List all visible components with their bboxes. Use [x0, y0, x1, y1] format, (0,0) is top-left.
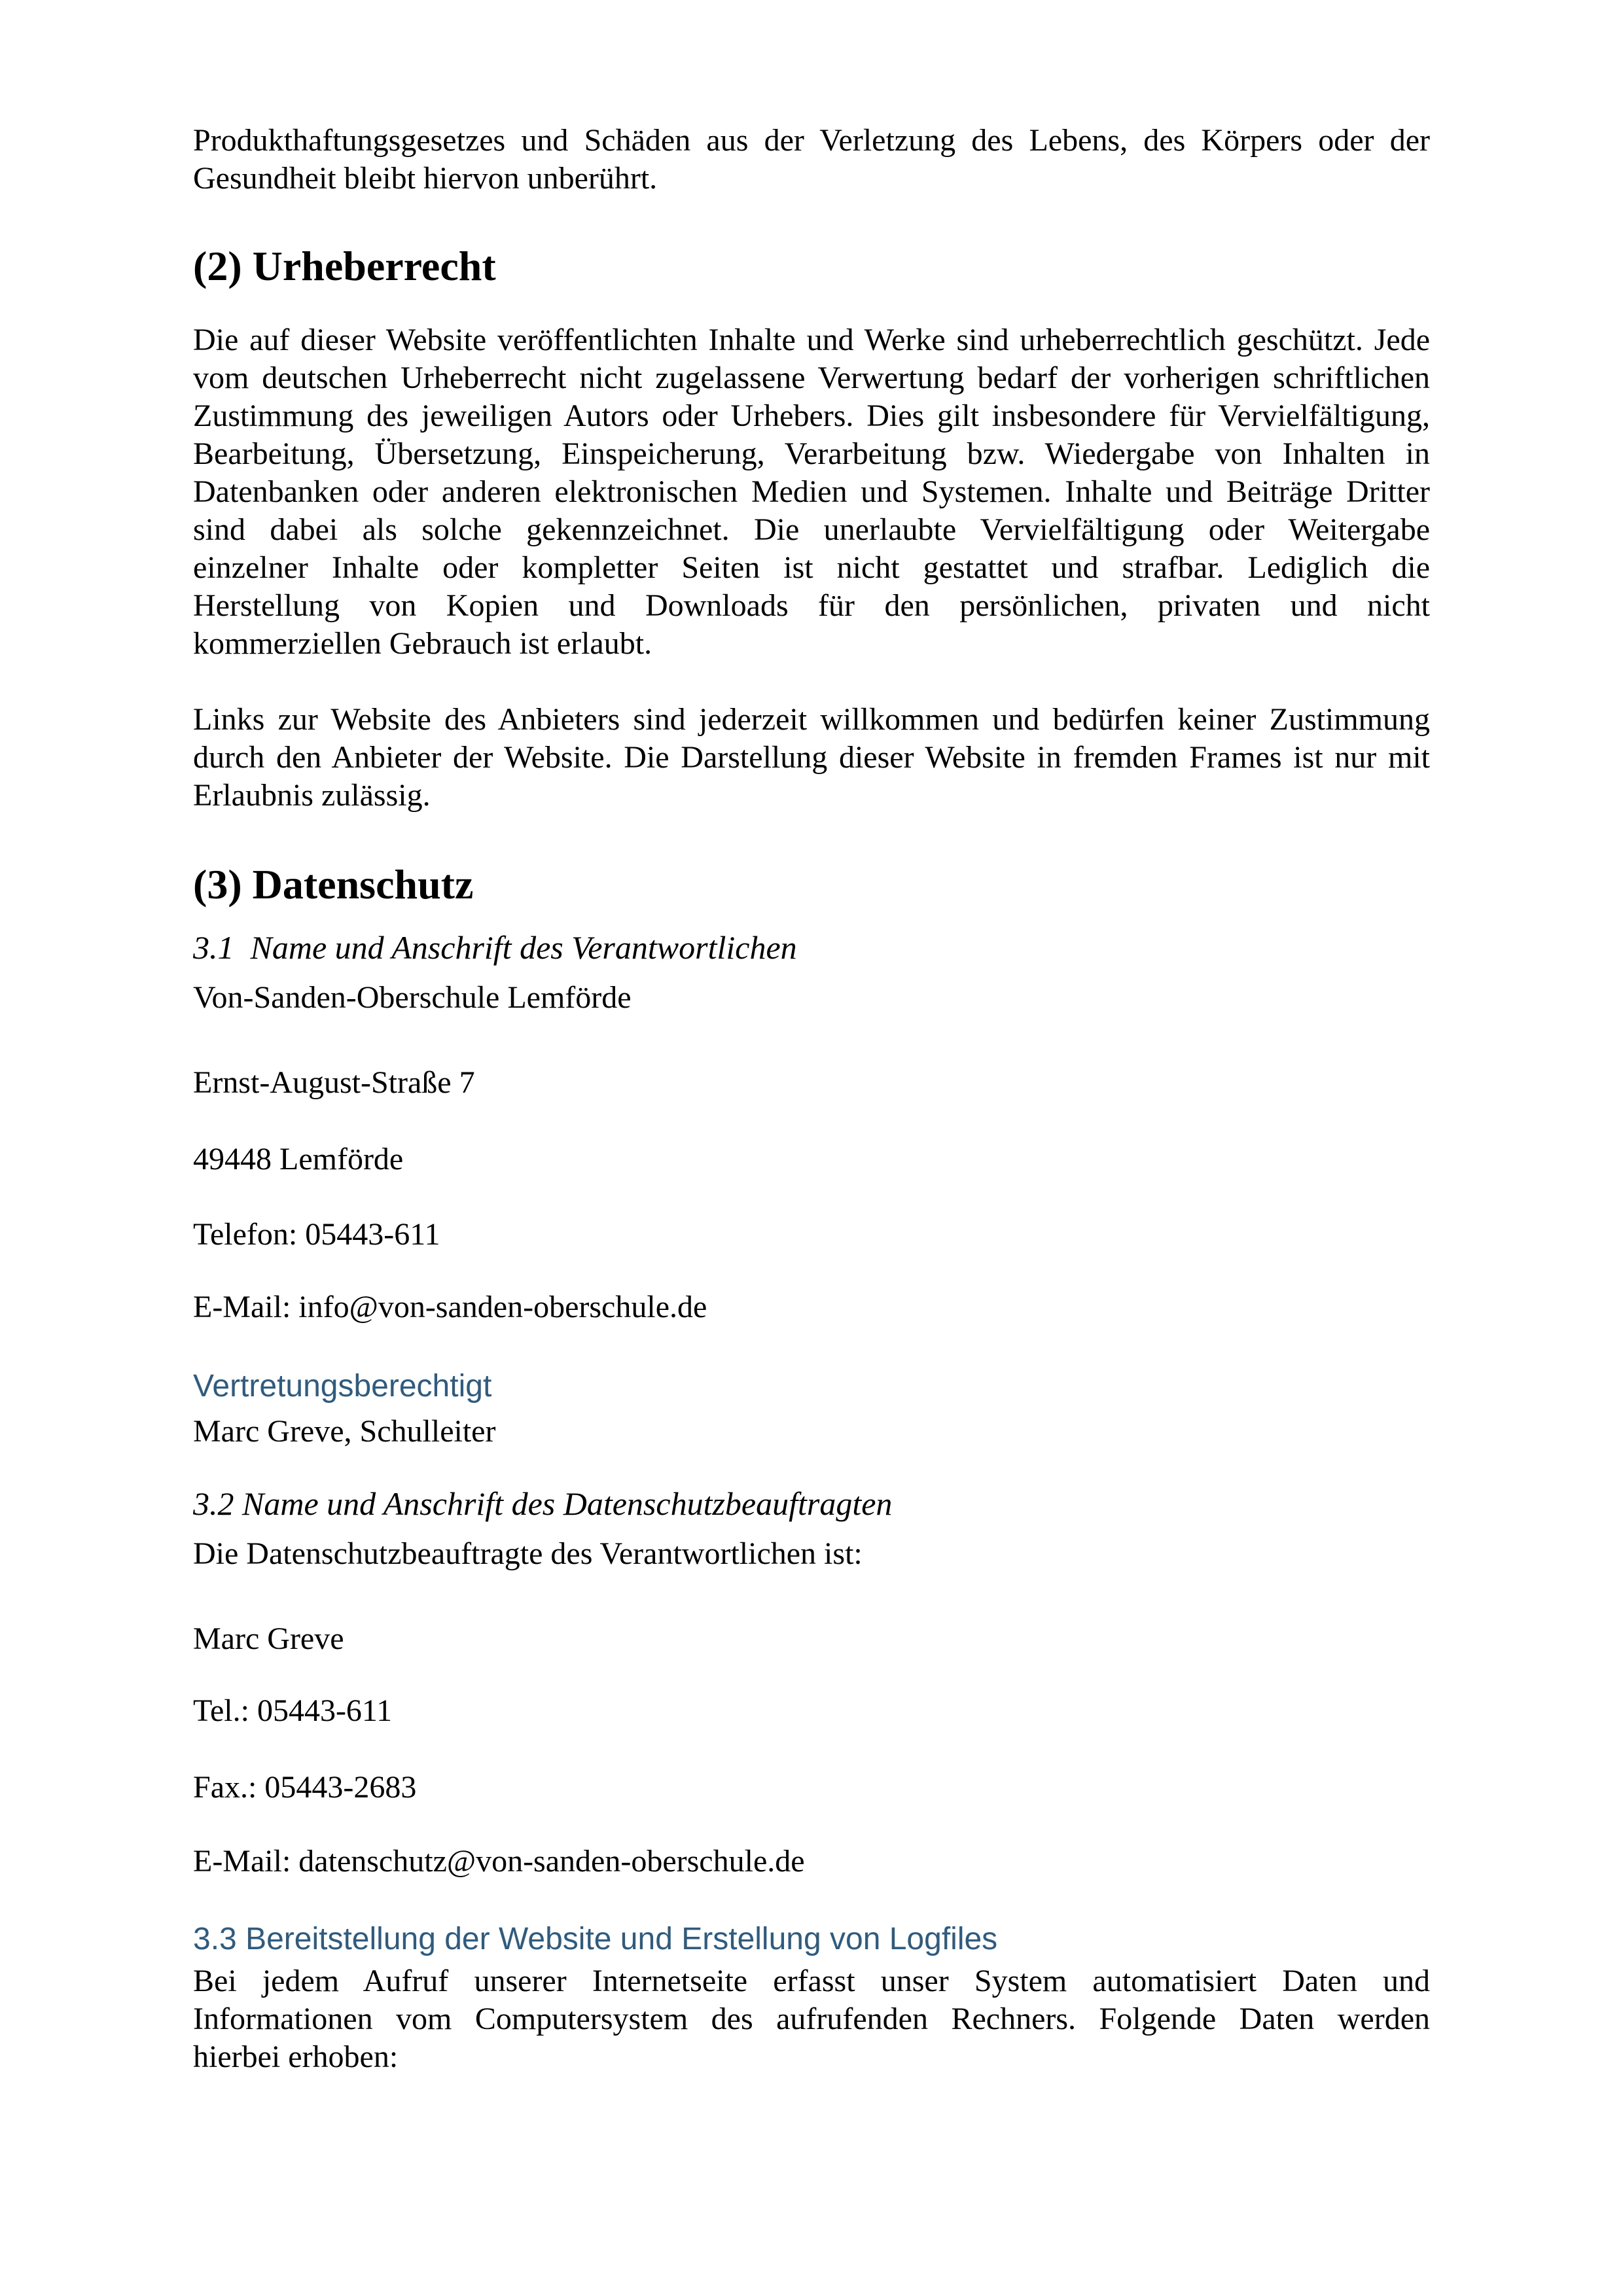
- heading-vertretungsberechtigt: Vertretungsberechtigt: [193, 1369, 492, 1404]
- text-line: durch den Anbieter der Website. Die Darstellung dieser Website in fremden Frames ist nur mit: [193, 740, 1430, 775]
- text-line: sind dabei als solche gekennzeichnet. Die unerlaubte Vervielfältigung oder Weitergabe: [193, 512, 1430, 547]
- text-line: vom deutschen Urheberrecht nicht zugelassene Verwertung bedarf der vorherigen schriftlichen: [193, 361, 1430, 395]
- line-email-datenschutz: E-Mail: datenschutz@von-sanden-oberschule.de: [193, 1844, 805, 1879]
- line-dpo-fax: Fax.: 05443-2683: [193, 1770, 417, 1805]
- text-line: Datenbanken oder anderen elektronischen Medien und Systemen. Inhalte und Beiträge Dritter: [193, 474, 1430, 509]
- line-schulleiter: Marc Greve, Schulleiter: [193, 1414, 496, 1449]
- subheading-3-1: 3.1 Name und Anschrift des Verantwortlichen: [193, 929, 797, 966]
- line-dpo-tel: Tel.: 05443-611: [193, 1693, 393, 1728]
- line-city: 49448 Lemförde: [193, 1142, 404, 1176]
- line-dpo-intro: Die Datenschutzbeauftragte des Verantwortlichen ist:: [193, 1536, 863, 1571]
- text-line: Zustimmung des jeweiligen Autors oder Urhebers. Dies gilt insbesondere für Vervielfältigung,: [193, 398, 1430, 433]
- paragraph-urheberrecht: [193, 321, 1430, 663]
- text-line: Informationen vom Computersystem des aufrufenden Rechners. Folgende Daten werden: [193, 2002, 1430, 2036]
- subheading-3-2: 3.2 Name und Anschrift des Datenschutzbeauftragten: [193, 1485, 893, 1522]
- line-street: Ernst-August-Straße 7: [193, 1065, 475, 1100]
- heading-datenschutz: (3) Datenschutz: [193, 861, 474, 908]
- paragraph-liability-continuation: [193, 122, 1430, 198]
- line-dpo-name: Marc Greve: [193, 1621, 344, 1656]
- paragraph-links-zur-website: [193, 701, 1430, 815]
- text-line: Produkthaftungsgesetzes und Schäden aus der Verletzung des Lebens, des Körpers oder der: [193, 123, 1430, 158]
- heading-3-3-logfiles: 3.3 Bereitstellung der Website und Erstellung von Logfiles: [193, 1922, 998, 1956]
- text-line: Bei jedem Aufruf unserer Internetseite erfasst unser System automatisiert Daten und: [193, 1964, 1430, 1998]
- text-line: Links zur Website des Anbieters sind jederzeit willkommen und bedürfen keiner Zustimmung: [193, 702, 1430, 737]
- line-phone: Telefon: 05443-611: [193, 1217, 440, 1252]
- text-line: Die auf dieser Website veröffentlichten Inhalte und Werke sind urheberrechtlich geschützt. Jede: [193, 323, 1430, 357]
- text-line: Bearbeitung, Übersetzung, Einspeicherung, Verarbeitung bzw. Wiedergabe von Inhalten in: [193, 436, 1430, 471]
- text-line: Herstellung von Kopien und Downloads für den persönlichen, privaten und nicht: [193, 588, 1430, 623]
- text-line: Gesundheit bleibt hiervon unberührt.: [193, 161, 658, 196]
- text-line: hierbei erhoben:: [193, 2040, 399, 2074]
- heading-urheberrecht: (2) Urheberrecht: [193, 243, 496, 289]
- paragraph-logfiles: [193, 1962, 1430, 2076]
- text-line: einzelner Inhalte oder kompletter Seiten ist nicht gestattet und strafbar. Lediglich die: [193, 550, 1430, 585]
- line-school-name: Von-Sanden-Oberschule Lemförde: [193, 980, 632, 1015]
- line-email-info: E-Mail: info@von-sanden-oberschule.de: [193, 1290, 707, 1324]
- text-line: kommerziellen Gebrauch ist erlaubt.: [193, 626, 652, 661]
- text-line: Erlaubnis zulässig.: [193, 778, 431, 813]
